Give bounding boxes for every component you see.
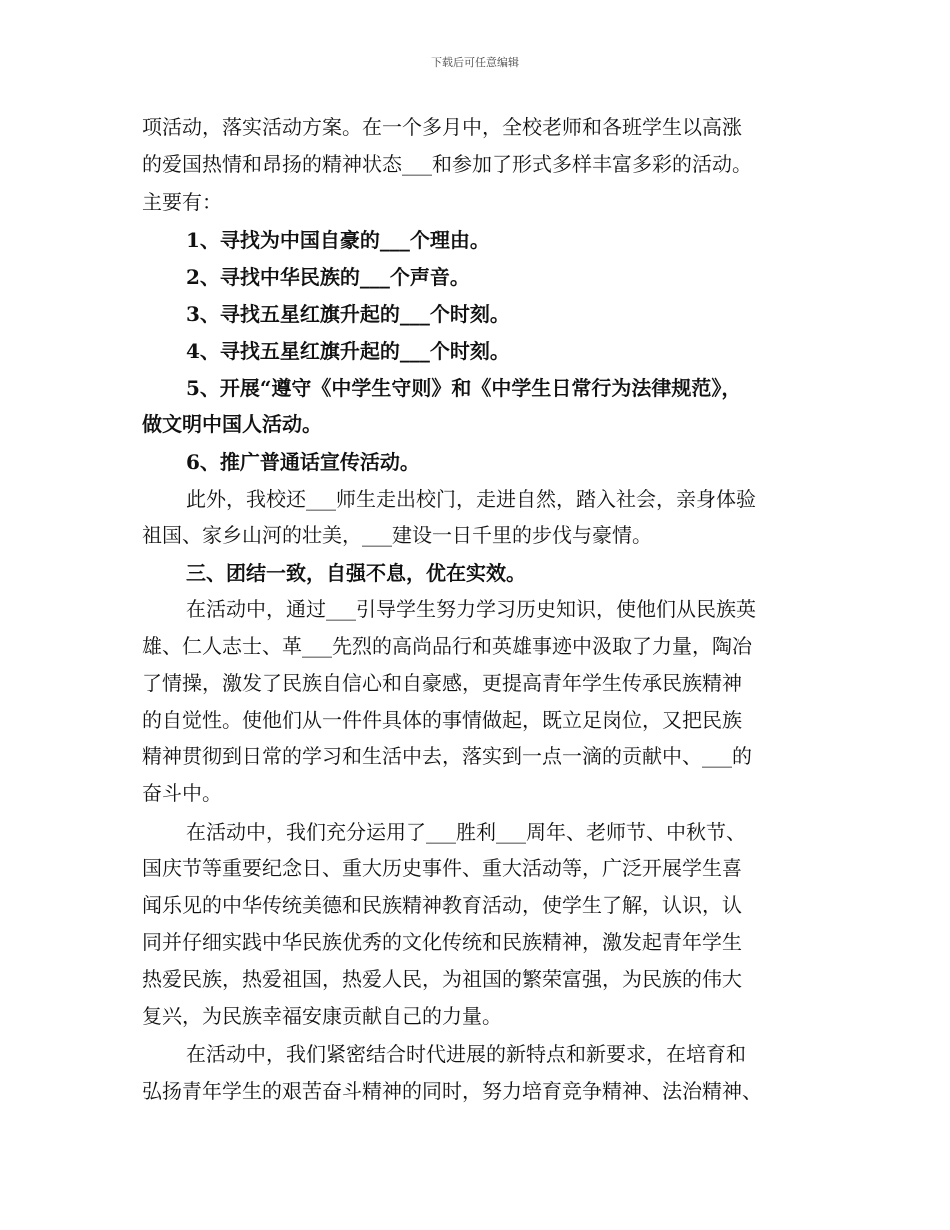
text-line: 主要有：	[142, 190, 222, 214]
text-line: 此外，我校还___师生走出校门，走进自然，踏入社会，亲身体验	[186, 487, 756, 511]
text-line: 在活动中，我们充分运用了___胜利___周年、老师节、中秋节、	[186, 820, 746, 844]
text-line: 同并仔细实践中华民族优秀的文化传统和民族精神，激发起青年学生	[142, 930, 742, 954]
section-heading: 三、团结一致，自强不息，优在实效。	[186, 561, 526, 585]
text-line: 精神贯彻到日常的学习和生活中去，落实到一点一滴的贡献中、___的	[142, 744, 752, 768]
text-line: 热爱民族，热爱祖国，热爱人民，为祖国的繁荣富强，为民族的伟大	[142, 967, 742, 991]
text-line: 的爱国热情和昂扬的精神状态___和参加了形式多样丰富多彩的活动。	[142, 152, 752, 176]
list-item: 2、寻找中华民族的___个声音。	[186, 265, 470, 289]
text-line: 雄、仁人志士、革___先烈的高尚品行和英雄事迹中汲取了力量，陶冶	[142, 634, 752, 658]
text-line: 复兴，为民族幸福安康贡献自己的力量。	[142, 1004, 502, 1028]
text-line: 项活动，落实活动方案。在一个多月中，全校老师和各班学生以高涨	[142, 115, 742, 139]
text-line: 在活动中，我们紧密结合时代进展的新特点和新要求，在培育和	[186, 1042, 746, 1066]
list-item: 5、开展“遵守《中学生守则》和《中学生日常行为法律规范》，	[186, 376, 742, 400]
list-item: 3、寻找五星红旗升起的___个时刻。	[186, 302, 510, 326]
list-item-continuation: 做文明中国人活动。	[142, 412, 322, 436]
list-item: 6、推广普通话宣传活动。	[186, 450, 420, 474]
text-line: 奋斗中。	[142, 781, 222, 805]
page-header: 下载后可任意编辑	[431, 56, 519, 69]
text-line: 国庆节等重要纪念日、重大历史事件、重大活动等，广泛开展学生喜	[142, 856, 742, 880]
text-line: 弘扬青年学生的艰苦奋斗精神的同时，努力培育竞争精神、法治精神、	[142, 1079, 762, 1103]
list-item: 1、寻找为中国自豪的___个理由。	[186, 228, 490, 252]
text-line: 祖国、家乡山河的壮美，___建设一日千里的步伐与豪情。	[142, 523, 652, 547]
text-line: 了情操，激发了民族自信心和自豪感，更提高青年学生传承民族精神	[142, 671, 742, 695]
text-line: 的自觉性。使他们从一件件具体的事情做起，既立足岗位，又把民族	[142, 708, 742, 732]
list-item: 4、寻找五星红旗升起的___个时刻。	[186, 339, 510, 363]
text-line: 在活动中，通过___引导学生努力学习历史知识，使他们从民族英	[186, 597, 756, 621]
text-line: 闻乐见的中华传统美德和民族精神教育活动，使学生了解，认识，认	[142, 893, 742, 917]
